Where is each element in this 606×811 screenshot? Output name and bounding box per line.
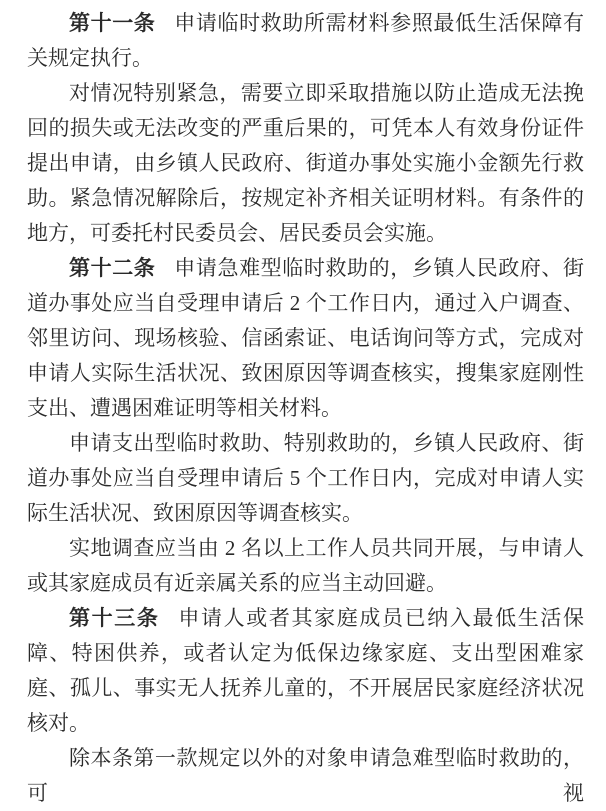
paragraph-other-applicants (27, 741, 584, 811)
article-11-number: 第十一条 (69, 11, 156, 35)
paragraph-text: 对情况特别紧急，需要立即采取措施以防止造成无法挽回的损失或无法改变的严重后果的，可凭本人有效身份证件提出申请，由乡镇人民政府、街道办事处实施小金额先行救助。紧急情况解除后，按规定补齐相关证明材料。有条件的地方，可委托村民委员会、居民委员会实施。 (27, 81, 584, 245)
paragraph-text: 申请人或者其家庭成员已纳入最低生活保障、特困供养，或者认定为低保边缘家庭、支出型困难家庭、孤儿、事实无人抚养儿童的，不开展居民家庭经济状况核对。 (27, 606, 585, 735)
paragraph-text: 除本条第一款规定以外的对象申请急难型临时救助的，可视 (27, 746, 584, 805)
paragraph-article-13 (27, 601, 584, 741)
paragraph-emergency-procedure (27, 76, 584, 251)
paragraph-text: 申请支出型临时救助、特别救助的，乡镇人民政府、街道办事处应当自受理申请后 5 个工作日内，完成对申请人实际生活状况、致困原因等调查核实。 (27, 431, 584, 525)
paragraph-expenditure-type (27, 426, 584, 531)
paragraph-text: 申请急难型临时救助的，乡镇人民政府、街道办事处应当自受理申请后 2 个工作日内，通过入户调查、邻里访问、现场核验、信函索证、电话询问等方式，完成对申请人实际生活状况、致困原因等调查核实，搜集家庭刚性支出、遭遇困难证明等相关材料。 (27, 256, 585, 420)
paragraph-text: 申请临时救助所需材料参照最低生活保障有关规定执行。 (27, 11, 585, 70)
article-12-number: 第十二条 (69, 256, 156, 280)
paragraph-text: 实地调查应当由 2 名以上工作人员共同开展，与申请人或其家庭成员有近亲属关系的应当主动回避。 (27, 536, 584, 595)
paragraph-field-investigation (27, 531, 584, 601)
paragraph-article-12 (27, 251, 584, 426)
paragraph-article-11 (27, 6, 584, 76)
article-13-number: 第十三条 (69, 606, 160, 630)
